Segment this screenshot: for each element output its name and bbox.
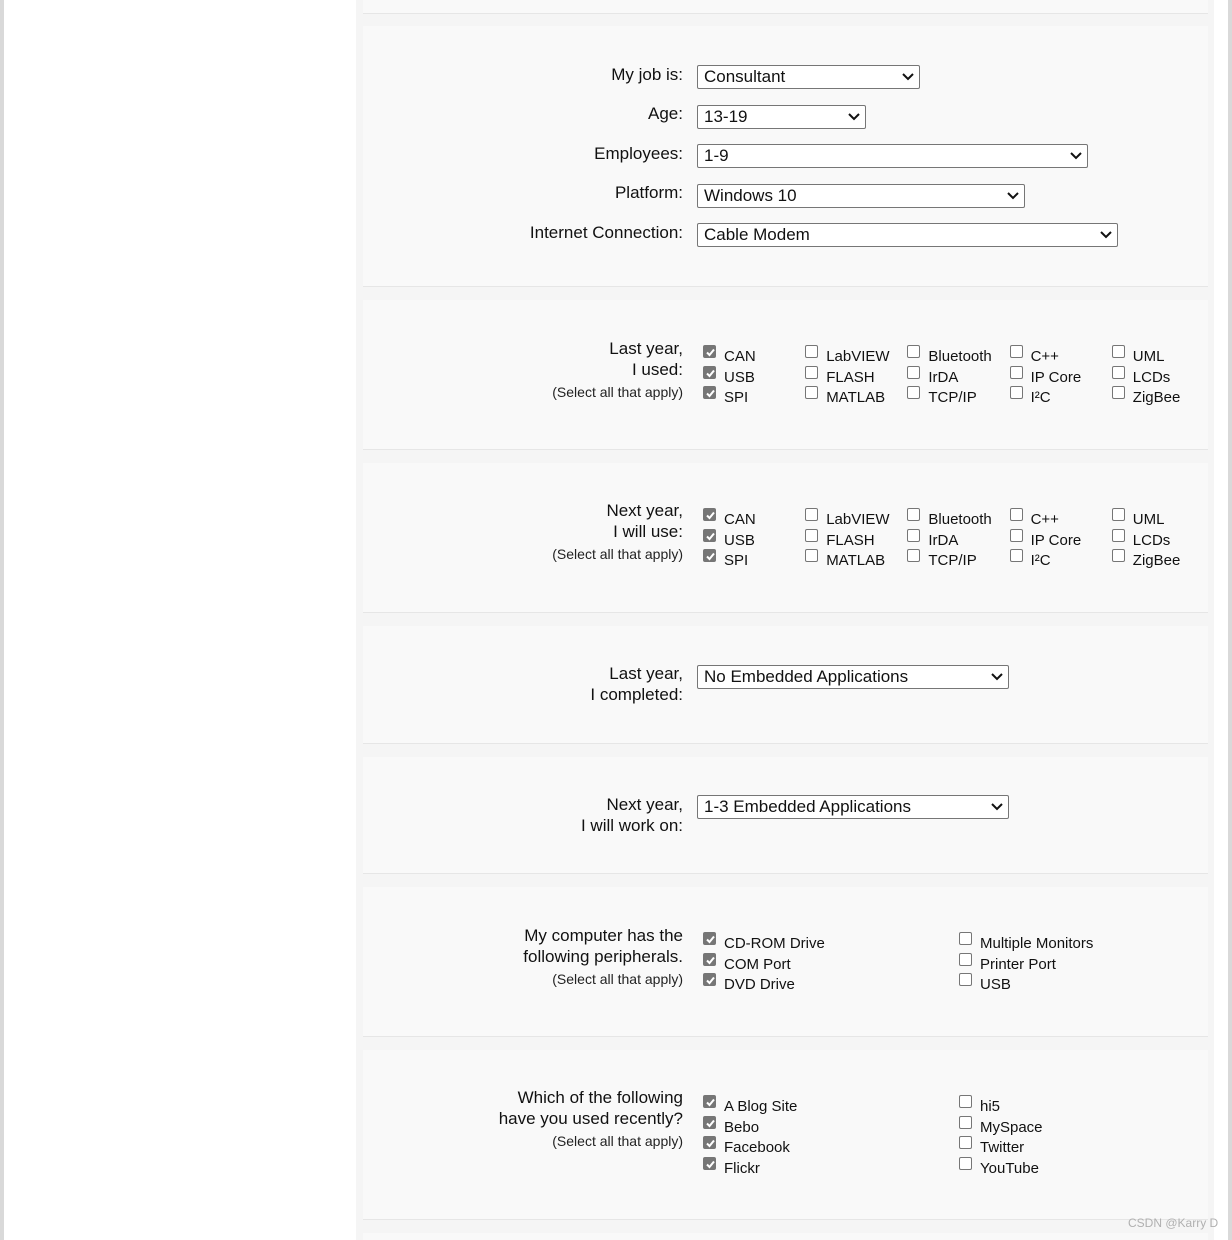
checkmark-icon (705, 388, 716, 399)
divider (363, 449, 1208, 450)
checkbox-label: Bluetooth (928, 511, 992, 528)
checkbox-unchecked[interactable] (1112, 529, 1125, 542)
checkbox-unchecked[interactable] (907, 386, 920, 399)
job-select[interactable] (697, 65, 920, 89)
checkbox-option[interactable] (703, 935, 825, 953)
checkbox-unchecked[interactable] (805, 549, 818, 562)
checkmark-icon (705, 1118, 716, 1129)
checkbox-label: USB (724, 368, 755, 386)
checkbox-label: IrDA (928, 531, 959, 549)
checkbox-unchecked[interactable] (959, 1136, 972, 1149)
checkbox-label: USB (724, 531, 755, 549)
checkbox-option[interactable] (959, 976, 1011, 994)
chevron-down-icon (1070, 152, 1082, 160)
job-select-value: Consultant (704, 67, 786, 86)
checkbox-label: MySpace (980, 1118, 1043, 1136)
checkbox-label: IP Core (1030, 368, 1082, 386)
checkbox-unchecked[interactable] (907, 366, 920, 379)
age-select[interactable] (697, 105, 866, 129)
last-year-completed-value: No Embedded Applications (704, 667, 909, 686)
section-top-remnant (363, 0, 1208, 13)
last-year-completed-select[interactable] (697, 665, 1009, 689)
checkbox-checked[interactable] (703, 1157, 716, 1170)
page-left-border (0, 0, 4, 1240)
checkmark-icon (705, 1159, 716, 1170)
checkbox-unchecked[interactable] (805, 345, 818, 358)
checkbox-option[interactable] (703, 976, 795, 994)
checkbox-unchecked[interactable] (1010, 345, 1023, 358)
chevron-down-icon (848, 113, 860, 121)
chevron-down-icon (1007, 192, 1019, 200)
employees-label: Employees: (594, 144, 683, 163)
age-label: Age: (648, 104, 683, 123)
checkmark-icon (705, 955, 716, 966)
checkbox-option[interactable] (1112, 389, 1181, 407)
connection-label: Internet Connection: (529, 223, 683, 242)
connection-select-value: Cable Modem (704, 225, 810, 244)
checkbox-label: CAN (724, 348, 756, 365)
checkbox-label: Facebook (724, 1139, 790, 1156)
next-year-work-value: 1-3 Embedded Applications (704, 797, 911, 816)
checkbox-option[interactable] (959, 935, 1093, 953)
select-all-hint: (Select all that apply) (552, 384, 683, 400)
checkmark-icon (705, 531, 716, 542)
checkbox-checked[interactable] (703, 529, 716, 542)
checkbox-label: hi5 (980, 1098, 1001, 1115)
checkbox-checked[interactable] (703, 1116, 716, 1129)
checkbox-label: Flickr (724, 1159, 760, 1177)
label-line: My computer has the (524, 926, 683, 945)
checkbox-unchecked[interactable] (907, 549, 920, 562)
checkbox-option[interactable] (703, 369, 755, 387)
checkbox-option[interactable] (703, 511, 756, 529)
platform-select[interactable] (697, 184, 1025, 208)
checkbox-label: ZigBee (1132, 389, 1181, 406)
checkbox-label: TCP/IP (928, 389, 977, 406)
checkbox-label: FLASH (826, 368, 875, 386)
label-line: following peripherals. (523, 947, 683, 966)
checkbox-label: Multiple Monitors (980, 935, 1094, 952)
checkbox-option[interactable] (1010, 369, 1082, 387)
connection-select[interactable] (697, 223, 1118, 247)
checkbox-option[interactable] (805, 369, 874, 387)
age-select-value: 13-19 (704, 107, 748, 126)
checkbox-option[interactable] (703, 1098, 797, 1116)
checkbox-label: A Blog Site (724, 1098, 798, 1115)
checkbox-option[interactable] (805, 389, 885, 407)
checkbox-unchecked[interactable] (959, 1157, 972, 1170)
checkbox-unchecked[interactable] (805, 366, 818, 379)
job-label: My job is: (611, 65, 683, 84)
checkmark-icon (705, 510, 716, 521)
label-line: Last year, (609, 339, 683, 358)
checkbox-option[interactable] (703, 348, 756, 366)
label-line: I will use: (613, 522, 683, 541)
checkbox-option[interactable] (703, 956, 791, 974)
checkbox-label: Printer Port (980, 955, 1056, 973)
checkbox-unchecked[interactable] (1010, 366, 1023, 379)
section-last-year-used (363, 300, 1208, 449)
checkbox-unchecked[interactable] (907, 345, 920, 358)
watermark: CSDN @Karry D (1128, 1216, 1219, 1230)
next-year-work-select[interactable] (697, 795, 1009, 819)
checkbox-unchecked[interactable] (1112, 366, 1125, 379)
checkbox-label: COM Port (724, 955, 791, 973)
section-sites (363, 1050, 1208, 1219)
checkbox-checked[interactable] (703, 386, 716, 399)
checkmark-icon (705, 934, 716, 945)
checkbox-checked[interactable] (703, 1136, 716, 1149)
checkbox-label: YouTube (980, 1159, 1039, 1177)
page-right-scrollbar (1228, 0, 1232, 1240)
checkbox-option[interactable] (1010, 511, 1059, 529)
checkbox-unchecked[interactable] (1112, 549, 1125, 562)
checkbox-unchecked[interactable] (1010, 386, 1023, 399)
checkbox-checked[interactable] (703, 508, 716, 521)
checkbox-option[interactable] (907, 389, 976, 407)
checkbox-option[interactable] (959, 1119, 1043, 1137)
checkbox-option[interactable] (1112, 369, 1171, 387)
checkbox-label: UML (1132, 348, 1165, 365)
checkbox-unchecked[interactable] (1112, 508, 1125, 521)
checkmark-icon (705, 347, 716, 358)
section-next-year-use (363, 463, 1208, 612)
checkbox-label: UML (1132, 511, 1165, 528)
label-line: I completed: (590, 685, 683, 704)
checkbox-unchecked[interactable] (959, 953, 972, 966)
checkbox-option[interactable] (959, 1160, 1039, 1178)
checkbox-checked[interactable] (703, 973, 716, 986)
employees-select-value: 1-9 (704, 146, 729, 165)
checkbox-option[interactable] (805, 348, 889, 366)
label-line: I will work on: (580, 816, 683, 835)
checkbox-label: SPI (724, 552, 749, 569)
checkbox-label: DVD Drive (724, 976, 795, 993)
checkbox-option[interactable] (805, 532, 874, 550)
checkbox-option[interactable] (703, 532, 755, 550)
last-year-used-label (552, 338, 683, 403)
checkbox-label: CD-ROM Drive (724, 935, 825, 952)
checkmark-icon (705, 551, 716, 562)
checkbox-unchecked[interactable] (959, 973, 972, 986)
select-all-hint: (Select all that apply) (552, 546, 683, 562)
checkbox-option[interactable] (959, 1098, 1000, 1116)
checkmark-icon (705, 368, 716, 379)
checkbox-unchecked[interactable] (805, 529, 818, 542)
checkmark-icon (705, 975, 716, 986)
checkbox-option[interactable] (805, 511, 889, 529)
checkbox-label: LCDs (1132, 531, 1171, 549)
platform-label: Platform: (614, 183, 683, 202)
employees-select[interactable] (697, 144, 1088, 168)
checkbox-unchecked[interactable] (1112, 386, 1125, 399)
checkbox-label: Twitter (980, 1139, 1025, 1156)
checkbox-option[interactable] (1010, 552, 1051, 570)
checkbox-option[interactable] (703, 389, 748, 407)
chevron-down-icon (902, 73, 914, 81)
checkbox-option[interactable] (959, 956, 1056, 974)
checkbox-label: Bebo (724, 1118, 760, 1136)
platform-select-value: Windows 10 (704, 186, 797, 205)
checkbox-label: SPI (724, 389, 749, 406)
checkbox-unchecked[interactable] (1010, 508, 1023, 521)
checkbox-option[interactable] (805, 552, 885, 570)
label-line: Next year, (606, 501, 683, 520)
checkbox-unchecked[interactable] (907, 508, 920, 521)
checkbox-label: C++ (1030, 511, 1059, 528)
checkbox-option[interactable] (1112, 552, 1181, 570)
checkbox-option[interactable] (1112, 532, 1171, 550)
checkbox-unchecked[interactable] (907, 529, 920, 542)
last-year-completed-label (590, 663, 683, 705)
checkbox-checked[interactable] (703, 932, 716, 945)
chevron-down-icon (991, 803, 1003, 811)
checkbox-option[interactable] (907, 511, 991, 529)
divider (363, 873, 1208, 874)
checkbox-unchecked[interactable] (1010, 549, 1023, 562)
label-line: Next year, (606, 795, 683, 814)
next-year-work-label (581, 794, 683, 836)
checkbox-label: CAN (724, 511, 756, 528)
checkbox-unchecked[interactable] (805, 386, 818, 399)
checkbox-label: IrDA (928, 368, 959, 386)
checkbox-unchecked[interactable] (805, 508, 818, 521)
chevron-down-icon (1100, 231, 1112, 239)
checkbox-label: FLASH (826, 531, 875, 549)
checkbox-option[interactable] (1112, 348, 1165, 366)
checkbox-unchecked[interactable] (959, 1095, 972, 1108)
checkbox-label: C++ (1030, 348, 1059, 365)
label-line: Which of the following (517, 1088, 683, 1107)
checkbox-label: Bluetooth (928, 348, 992, 365)
section-bottom-remnant (363, 1233, 1208, 1240)
checkbox-label: LabVIEW (826, 511, 890, 528)
checkbox-option[interactable] (1112, 511, 1165, 529)
checkbox-label: LCDs (1132, 368, 1171, 386)
divider (363, 286, 1208, 287)
chevron-down-icon (991, 673, 1003, 681)
checkbox-option[interactable] (1010, 348, 1059, 366)
checkbox-label: TCP/IP (928, 552, 977, 569)
divider (363, 612, 1208, 613)
checkbox-option[interactable] (959, 1139, 1024, 1157)
checkbox-option[interactable] (1010, 532, 1082, 550)
sites-label (499, 1087, 683, 1152)
divider (363, 743, 1208, 744)
checkbox-checked[interactable] (703, 366, 716, 379)
next-year-use-label (552, 500, 683, 565)
checkbox-option[interactable] (703, 552, 748, 570)
checkmark-icon (705, 1138, 716, 1149)
checkbox-checked[interactable] (703, 549, 716, 562)
checkbox-option[interactable] (703, 1139, 790, 1157)
checkbox-label: IP Core (1030, 531, 1082, 549)
checkbox-label: I²C (1030, 552, 1051, 569)
peripherals-label (523, 925, 683, 990)
checkbox-unchecked[interactable] (1010, 529, 1023, 542)
checkbox-option[interactable] (703, 1160, 760, 1178)
select-all-hint: (Select all that apply) (552, 971, 683, 987)
checkbox-checked[interactable] (703, 345, 716, 358)
checkbox-label: LabVIEW (826, 348, 890, 365)
checkbox-option[interactable] (907, 552, 976, 570)
checkbox-unchecked[interactable] (959, 932, 972, 945)
checkbox-label: USB (980, 976, 1011, 993)
label-line: I used: (631, 360, 683, 379)
checkbox-label: MATLAB (826, 552, 886, 569)
checkbox-option[interactable] (907, 348, 991, 366)
label-line: Last year, (609, 664, 683, 683)
divider (363, 1036, 1208, 1037)
checkbox-option[interactable] (907, 369, 958, 387)
checkbox-option[interactable] (703, 1119, 759, 1137)
checkmark-icon (705, 1097, 716, 1108)
checkbox-checked[interactable] (703, 953, 716, 966)
checkbox-unchecked[interactable] (1112, 345, 1125, 358)
checkbox-option[interactable] (1010, 389, 1051, 407)
checkbox-label: I²C (1030, 389, 1051, 406)
checkbox-label: MATLAB (826, 389, 886, 406)
checkbox-label: ZigBee (1132, 552, 1181, 569)
checkbox-unchecked[interactable] (959, 1116, 972, 1129)
checkbox-option[interactable] (907, 532, 958, 550)
checkbox-checked[interactable] (703, 1095, 716, 1108)
label-line: have you used recently? (498, 1109, 683, 1128)
divider (363, 1219, 1208, 1220)
select-all-hint: (Select all that apply) (552, 1133, 683, 1149)
divider (363, 13, 1208, 14)
